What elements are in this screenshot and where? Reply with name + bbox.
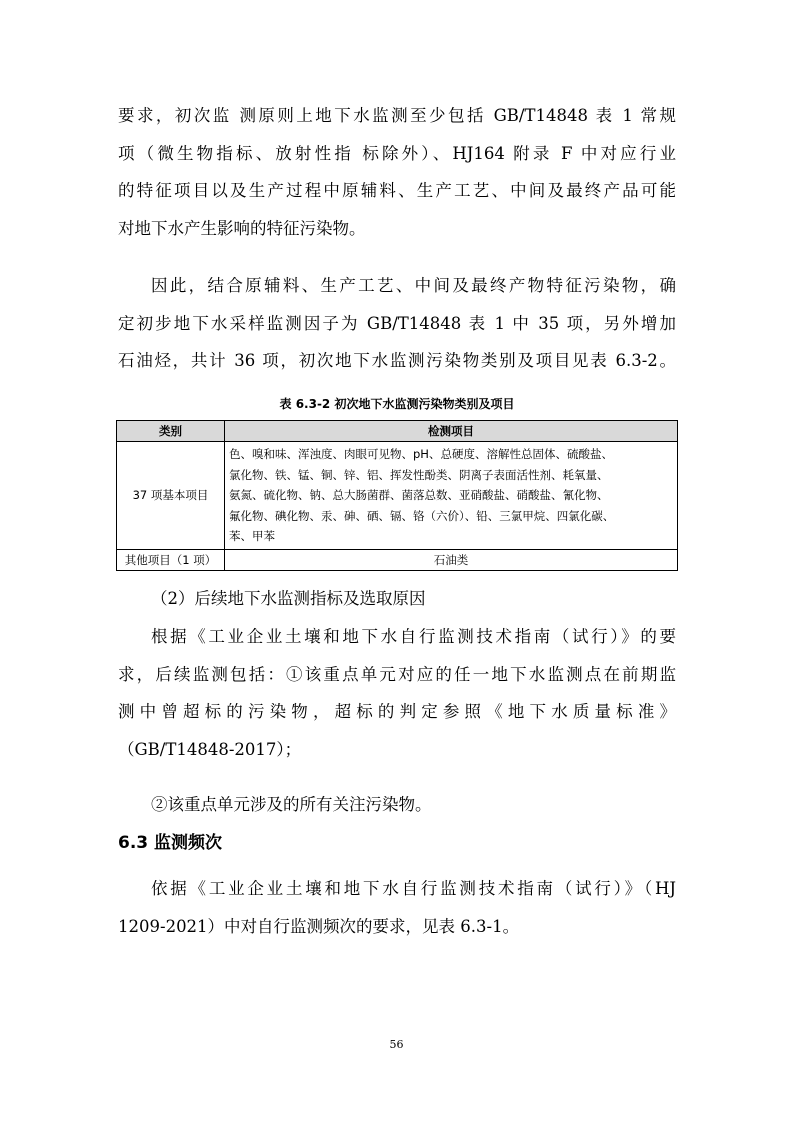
- pollutant-table: [116, 420, 678, 571]
- text-line: 测中曾超标的污染物，超标的判定参照《地下水质量标准》: [118, 702, 676, 721]
- cell-category: 其他项目（1 项）: [117, 549, 225, 570]
- items-line: 苯、甲苯: [229, 529, 275, 543]
- paragraph-subsequent-monitoring: [118, 618, 676, 768]
- cell-items: 石油类: [225, 549, 678, 570]
- table-row: [117, 549, 678, 570]
- text-line: 定初步地下水采样监测因子为 GB/T14848 表 1 中 35 项，另外增加: [118, 313, 676, 333]
- paragraph-focus-pollutants: [118, 786, 676, 824]
- text-line: （GB/T14848-2017）；: [118, 739, 302, 759]
- paragraph-monitoring-frequency: [118, 870, 676, 945]
- text-line: 根据《工业企业土壤和地下水自行监测技术指南（试行）》的要: [151, 627, 676, 646]
- text-line: 的特征项目以及生产过程中原辅料、生产工艺、中间及最终产品可能: [118, 181, 676, 200]
- table-row: [117, 442, 678, 550]
- header-category: 类别: [117, 421, 225, 442]
- text-line: 要求，初次监 测原则上地下水监测至少包括 GB/T14848 表 1 常规: [118, 106, 676, 125]
- items-line: 色、嗅和味、浑浊度、肉眼可见物、pH、总硬度、溶解性总固体、硫酸盐、: [229, 447, 613, 461]
- paragraph-monitoring-factors: [118, 267, 676, 380]
- items-line: 氯化物、铁、锰、铜、锌、铝、挥发性酚类、阴离子表面活性剂、耗氧量、: [229, 467, 609, 482]
- cell-items: [225, 442, 678, 550]
- text-line: ②该重点单元涉及的所有关注污染物。: [151, 795, 432, 814]
- cell-category: 37 项基本项目: [117, 442, 225, 550]
- text-line: （2）后续地下水监测指标及选取原因: [151, 589, 426, 608]
- page-number: 56: [389, 1038, 404, 1051]
- items-line: 氟化物、碘化物、汞、砷、硒、镉、铬（六价）、铅、三氯甲烷、四氯化碳、: [229, 508, 615, 523]
- items-line: 氨氮、硫化物、钠、总大肠菌群、菌落总数、亚硝酸盐、硝酸盐、氰化物、: [229, 488, 609, 502]
- section-heading: 6.3 监测频次: [118, 833, 223, 853]
- paragraph-initial-monitoring-principle: [118, 97, 676, 247]
- text-line: 项（微生物指标、放射性指 标除外）、HJ164 附录 F 中对应行业: [118, 143, 676, 163]
- text-line: 依据《工业企业土壤和地下水自行监测技术指南（试行）》（HJ: [151, 879, 676, 898]
- text-line: 1209-2021）中对自行监测频次的要求，见表 6.3-1。: [118, 916, 520, 936]
- text-line: 石油烃，共计 36 项，初次地下水监测污染物类别及项目见表 6.3-2。: [118, 351, 676, 370]
- header-items: 检测项目: [225, 421, 678, 442]
- text-line: 对地下水产生影响的特征污染物。: [118, 218, 366, 238]
- table-header-row: [117, 421, 678, 442]
- table-caption: 表 6.3-2 初次地下水监测污染物类别及项目: [279, 397, 515, 411]
- paragraph-subsequent-indicators-title: [118, 580, 676, 618]
- text-line: 求，后续监测包括：①该重点单元对应的任一地下水监测点在前期监: [118, 664, 676, 684]
- text-line: 因此，结合原辅料、生产工艺、中间及最终产物特征污染物，确: [151, 276, 676, 295]
